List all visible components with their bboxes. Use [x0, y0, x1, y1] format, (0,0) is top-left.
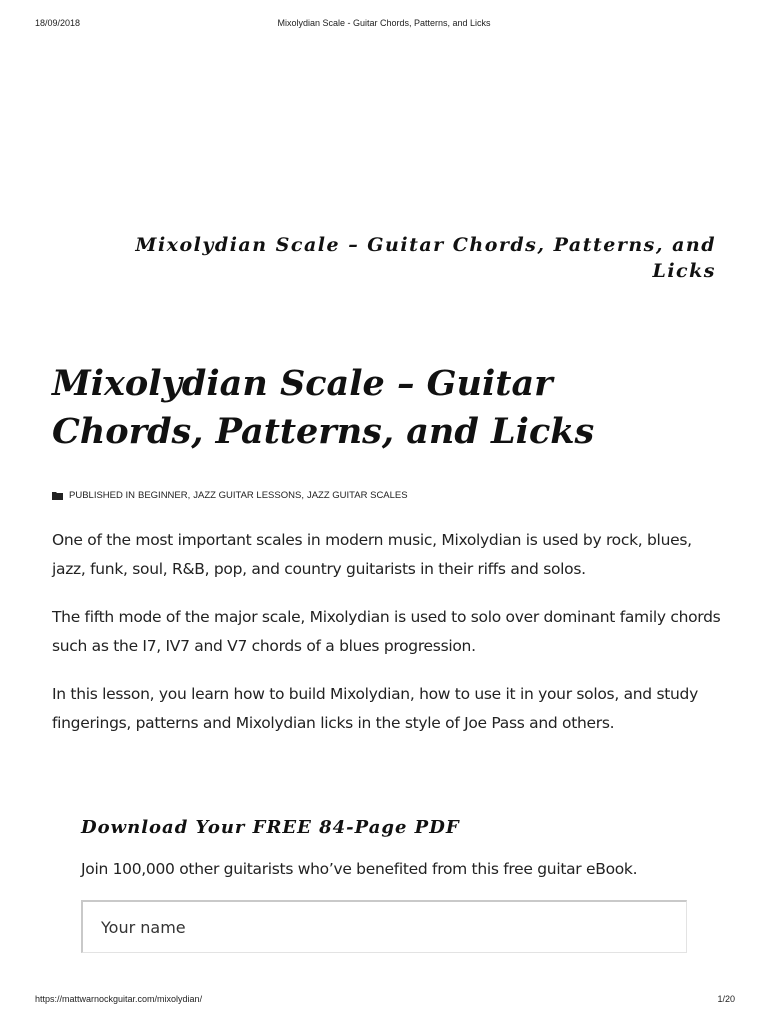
intro-paragraph-3: In this lesson, you learn how to build Mixolydian, how to use it in your solos, and study fingerings, patterns and Mixolydian licks in the style of Joe Pass and others. — [52, 685, 698, 732]
category-link-beginner[interactable]: BEGINNER — [138, 489, 188, 501]
published-in-label: PUBLISHED IN — [69, 489, 135, 501]
name-input[interactable] — [81, 900, 687, 953]
intro-paragraph-2: The fifth mode of the major scale, Mixolydian is used to solo over dominant family chords such as the I7, IV7 and V7 chords of a blues progression. — [52, 608, 721, 655]
folder-icon — [52, 491, 63, 500]
category-link-jazz-guitar-scales[interactable]: JAZZ GUITAR SCALES — [306, 489, 408, 501]
print-header — [0, 18, 768, 32]
site-title[interactable]: Mixolydian Scale – Guitar Chords, Patterns, and Licks — [135, 234, 716, 282]
print-url: https://mattwarnockguitar.com/mixolydian/ — [35, 994, 203, 1004]
print-date: 18/09/2018 — [35, 18, 81, 28]
optin-text: Join 100,000 other guitarists who’ve benefited from this free guitar eBook. — [81, 860, 638, 878]
optin-heading: Download Your FREE 84-Page PDF — [81, 817, 460, 838]
post-meta: PUBLISHED IN BEGINNER , JAZZ GUITAR LESSONS , JAZZ GUITAR SCALES — [52, 488, 408, 502]
category-link-jazz-guitar-lessons[interactable]: JAZZ GUITAR LESSONS — [193, 489, 302, 501]
intro-paragraph-1: One of the most important scales in modern music, Mixolydian is used by rock, blues, jazz, funk, soul, R&B, pop, and country guitarists in their riffs and solos. — [52, 531, 692, 578]
print-page-title: Mixolydian Scale - Guitar Chords, Patterns, and Licks — [277, 18, 491, 28]
print-footer — [0, 994, 768, 1008]
print-page-number: 1/20 — [717, 994, 735, 1004]
post-title: Mixolydian Scale – Guitar Chords, Patterns, and Licks — [52, 363, 595, 452]
